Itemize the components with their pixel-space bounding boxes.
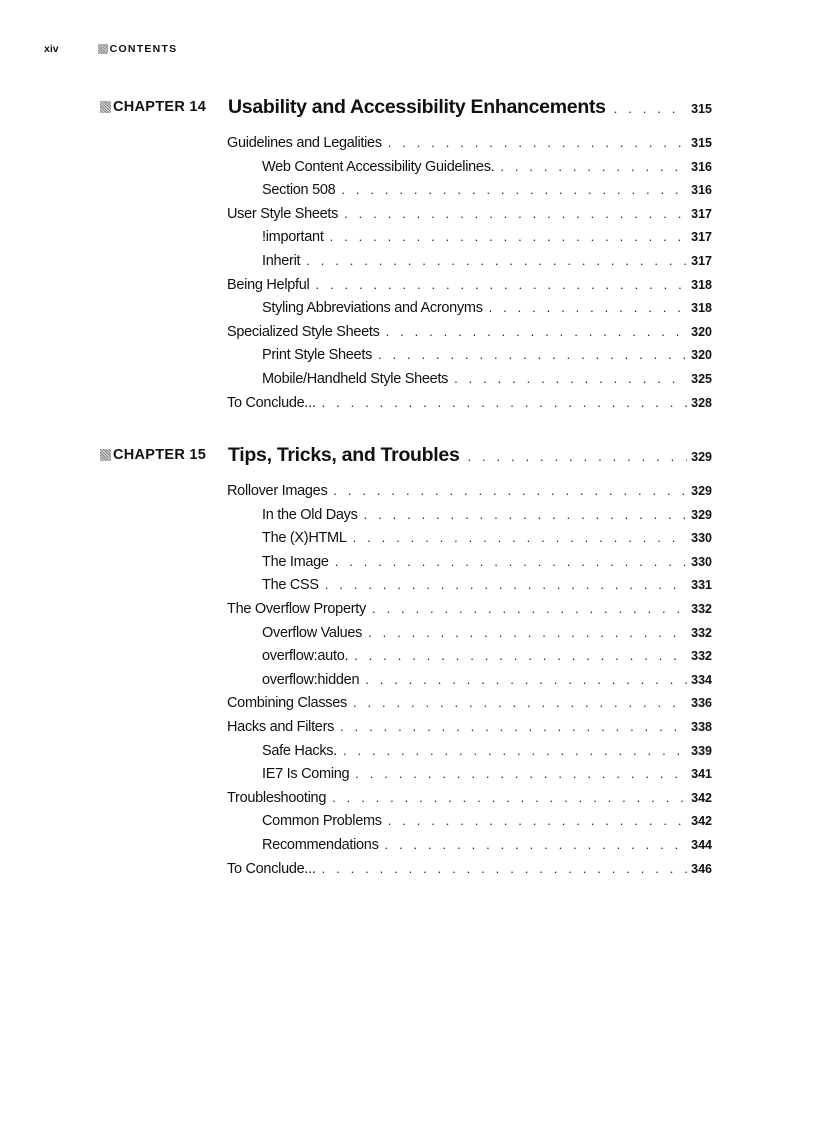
chapter-14 bbox=[100, 96, 712, 418]
toc-entry[interactable] bbox=[227, 324, 712, 348]
chapter-label bbox=[100, 99, 228, 115]
toc-entry-page-number: 320 bbox=[691, 348, 712, 363]
toc-entry-page-number: 330 bbox=[691, 554, 712, 569]
toc-entry-page-number: 320 bbox=[691, 324, 712, 339]
toc-entry-title: Rollover Images bbox=[227, 483, 328, 499]
toc-entry-title: Web Content Accessibility Guidelines. bbox=[262, 158, 495, 175]
dot-leader bbox=[468, 449, 688, 464]
toc-entry[interactable] bbox=[227, 507, 712, 531]
chapter-title: Tips, Tricks, and Troubles bbox=[228, 444, 460, 466]
toc-entry-title: To Conclude... bbox=[227, 860, 316, 877]
toc-entry-title: Mobile/Handheld Style Sheets bbox=[262, 370, 449, 387]
toc-entry[interactable] bbox=[227, 790, 712, 814]
toc-entry[interactable] bbox=[227, 135, 712, 159]
dot-leader bbox=[378, 347, 687, 362]
toc-entry-title: Print Style Sheets bbox=[262, 347, 373, 364]
toc-entry[interactable] bbox=[227, 371, 712, 395]
toc-entry[interactable] bbox=[227, 672, 712, 696]
toc-entry-title: Specialized Style Sheets bbox=[227, 323, 380, 340]
toc-entry[interactable] bbox=[227, 743, 712, 767]
toc-entry-page-number: 341 bbox=[691, 767, 712, 782]
toc-entry-title: Being Helpful bbox=[227, 276, 310, 293]
chapter-page-number: 315 bbox=[691, 102, 712, 116]
toc-entry-title: IE7 Is Coming bbox=[262, 766, 350, 783]
toc-entry-title: The Overflow Property bbox=[227, 600, 366, 617]
toc-entry-title: Inherit bbox=[262, 252, 301, 269]
dot-leader bbox=[353, 530, 688, 545]
toc-entry-title: !important bbox=[262, 229, 324, 246]
dot-leader bbox=[388, 135, 687, 150]
toc-entry[interactable] bbox=[227, 182, 712, 206]
chapter-page-number: 329 bbox=[691, 450, 712, 464]
toc-entry-page-number: 329 bbox=[691, 507, 712, 522]
chapter-heading[interactable] bbox=[100, 444, 712, 470]
dot-leader bbox=[354, 648, 687, 663]
dot-leader bbox=[372, 601, 687, 616]
dot-leader bbox=[322, 861, 688, 876]
toc-entry[interactable] bbox=[227, 347, 712, 371]
dot-leader bbox=[364, 507, 688, 522]
chapter-title: Usability and Accessibility Enhancements bbox=[228, 96, 606, 118]
toc-entry-title: The (X)HTML bbox=[262, 530, 347, 547]
chapter-number: CHAPTER 14 bbox=[113, 99, 207, 115]
dot-leader bbox=[325, 577, 687, 592]
toc-entry-page-number: 344 bbox=[691, 837, 712, 852]
dot-leader bbox=[454, 371, 687, 386]
toc-entry[interactable] bbox=[227, 625, 712, 649]
toc-entry-page-number: 316 bbox=[691, 159, 712, 174]
toc-entry-page-number: 317 bbox=[691, 206, 712, 221]
chapter-15 bbox=[100, 444, 712, 884]
chapter-marker-icon bbox=[100, 101, 111, 113]
dot-leader bbox=[335, 554, 687, 569]
chapter-label bbox=[100, 447, 228, 463]
dot-leader bbox=[344, 206, 687, 221]
toc-entry[interactable] bbox=[227, 253, 712, 277]
toc-entry[interactable] bbox=[227, 300, 712, 324]
running-head-label: CONTENTS bbox=[109, 43, 178, 55]
toc-entry-title: Common Problems bbox=[262, 813, 382, 830]
dot-leader bbox=[306, 253, 687, 268]
toc-entry[interactable] bbox=[227, 554, 712, 578]
dot-leader bbox=[614, 101, 687, 116]
dot-leader bbox=[365, 672, 687, 687]
toc-entry-title: The Image bbox=[262, 553, 329, 570]
toc-entry-title: overflow:auto. bbox=[262, 648, 349, 665]
dot-leader bbox=[332, 790, 687, 805]
toc-entry-page-number: 346 bbox=[691, 861, 712, 876]
toc-entry-page-number: 331 bbox=[691, 578, 712, 593]
toc-entry[interactable] bbox=[227, 577, 712, 601]
toc-entry-title: In the Old Days bbox=[262, 506, 358, 523]
dot-leader bbox=[385, 837, 688, 852]
toc-entry-title: overflow:hidden bbox=[262, 671, 360, 688]
toc-entry-page-number: 317 bbox=[691, 253, 712, 268]
toc-entry-title: Combining Classes bbox=[227, 695, 347, 712]
toc-entry-page-number: 330 bbox=[691, 531, 712, 546]
toc-entry[interactable] bbox=[227, 206, 712, 230]
toc-entry-title: Section 508 bbox=[262, 182, 336, 199]
toc-entry-page-number: 332 bbox=[691, 649, 712, 664]
toc-entry[interactable] bbox=[227, 277, 712, 301]
toc-entry-page-number: 339 bbox=[691, 743, 712, 758]
toc-entry-title: Troubleshooting bbox=[227, 789, 327, 806]
toc-entry-title: Guidelines and Legalities bbox=[227, 135, 382, 151]
toc-entry-title: Hacks and Filters bbox=[227, 718, 335, 735]
toc-entry-page-number: 342 bbox=[691, 790, 712, 805]
toc-entry-title: Styling Abbreviations and Acronyms bbox=[262, 300, 483, 317]
contents-marker-icon bbox=[98, 44, 108, 54]
dot-leader bbox=[340, 719, 687, 734]
toc-entry-title: Overflow Values bbox=[262, 624, 363, 641]
toc-entry-page-number: 325 bbox=[691, 371, 712, 386]
toc-entry[interactable] bbox=[227, 601, 712, 625]
folio: xiv bbox=[44, 43, 59, 55]
dot-leader bbox=[355, 766, 687, 781]
dot-leader bbox=[341, 182, 687, 197]
dot-leader bbox=[489, 300, 687, 315]
toc-entry-page-number: 332 bbox=[691, 601, 712, 616]
toc-entries bbox=[227, 135, 712, 418]
toc-entry-title: Safe Hacks. bbox=[262, 742, 337, 759]
toc-entry-page-number: 317 bbox=[691, 230, 712, 245]
toc-entry[interactable] bbox=[227, 229, 712, 253]
dot-leader bbox=[368, 625, 687, 640]
toc-entry-page-number: 328 bbox=[691, 395, 712, 410]
toc-entry-page-number: 315 bbox=[691, 136, 712, 150]
toc-entry[interactable] bbox=[227, 861, 712, 885]
dot-leader bbox=[322, 395, 688, 410]
toc-entry-page-number: 318 bbox=[691, 277, 712, 292]
toc-entry-page-number: 338 bbox=[691, 719, 712, 734]
toc-entry[interactable] bbox=[227, 766, 712, 790]
chapter-marker-icon bbox=[100, 449, 111, 461]
toc-entry-title: To Conclude... bbox=[227, 394, 316, 411]
dot-leader bbox=[333, 483, 687, 498]
toc-entry-page-number: 332 bbox=[691, 625, 712, 640]
dot-leader bbox=[388, 813, 687, 828]
dot-leader bbox=[386, 324, 688, 339]
toc-entry[interactable] bbox=[227, 695, 712, 719]
toc-entries bbox=[227, 483, 712, 884]
toc-entry-page-number: 336 bbox=[691, 696, 712, 711]
toc-entry[interactable] bbox=[227, 648, 712, 672]
toc-entry-page-number: 316 bbox=[691, 183, 712, 198]
toc-entry[interactable] bbox=[227, 837, 712, 861]
toc-entry-page-number: 342 bbox=[691, 814, 712, 829]
chapter-number: CHAPTER 15 bbox=[113, 447, 207, 463]
toc-entry[interactable] bbox=[227, 813, 712, 837]
toc-entry-title: The CSS bbox=[262, 577, 319, 594]
toc-entry-page-number: 318 bbox=[691, 301, 712, 316]
running-head bbox=[44, 43, 177, 55]
dot-leader bbox=[353, 695, 687, 710]
dot-leader bbox=[315, 277, 687, 292]
toc-entry[interactable] bbox=[227, 530, 712, 554]
toc-entry[interactable] bbox=[227, 719, 712, 743]
toc-entry[interactable] bbox=[227, 483, 712, 507]
toc-entry[interactable] bbox=[227, 395, 712, 419]
toc-entry-title: Recommendations bbox=[262, 836, 379, 853]
toc-entry-page-number: 329 bbox=[691, 484, 712, 498]
toc-entry-page-number: 334 bbox=[691, 672, 712, 687]
dot-leader bbox=[343, 743, 687, 758]
toc-entry-title: User Style Sheets bbox=[227, 205, 339, 222]
chapter-heading[interactable] bbox=[100, 96, 712, 122]
toc-entry[interactable] bbox=[227, 159, 712, 183]
dot-leader bbox=[500, 159, 687, 174]
dot-leader bbox=[330, 229, 688, 244]
